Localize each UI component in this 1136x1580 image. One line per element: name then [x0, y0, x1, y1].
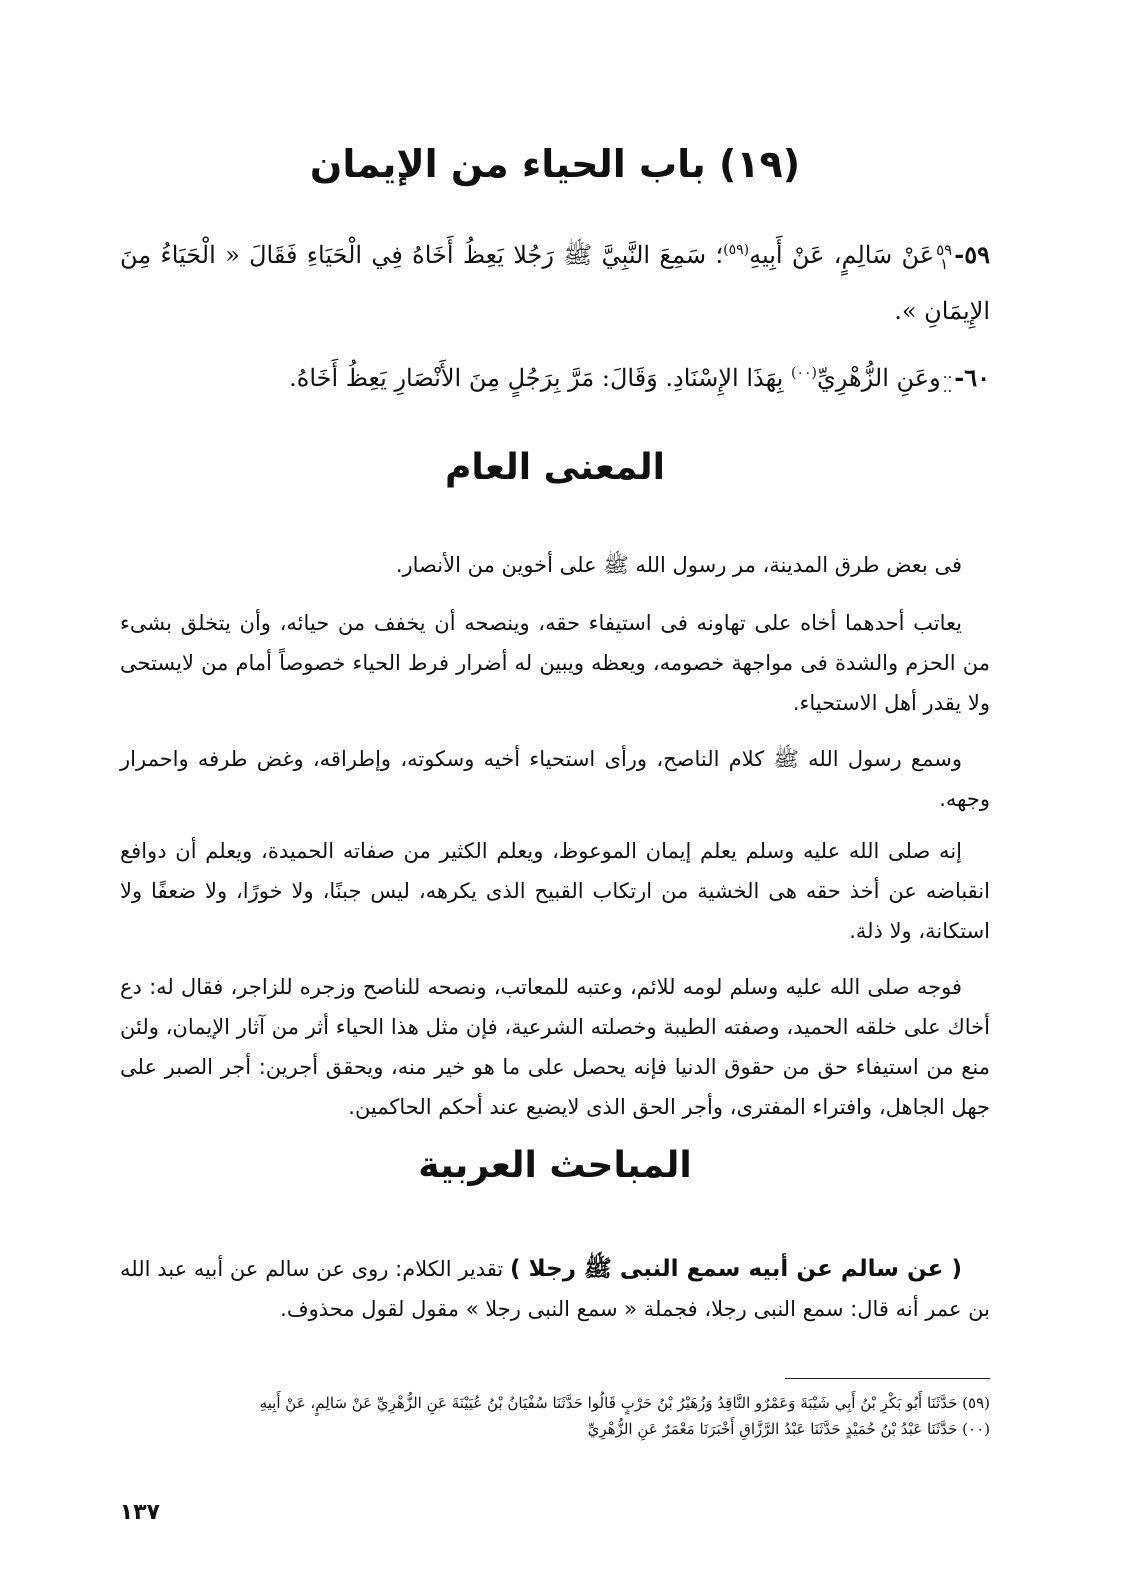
hadith-sub-number [936, 240, 953, 273]
book-page [120, 0, 990, 1580]
hadith-sub-number [942, 363, 953, 396]
arabic-paragraph [120, 1249, 990, 1329]
hadith-text-a: وعَنِ الزُّهْرِيِّ [816, 364, 941, 392]
general-paragraph: فوجه صلى الله عليه وسلم لومه للائم، وعتبه للمعاتب، ونصحه للناصح وزجره للزاجر، فقال له: دع أخاك على خلقه الحميد، وصفته الطيبة وخصلته الشرعية، فإن مثل هذا الحياء أثر من آثار الإيمان، ولئن منع من استيفاء حق من حقوق الدنيا فإنه يحصل على ما هو خير منه، ويحقق أجرين: أجر الصبر على جهل الجاهل، وافتراء المفترى، وأجر الحق الذى لايضيع عند أحكم الحاكمين. [120, 975, 990, 1119]
section-title-arabic-studies: المباحث العربية [418, 1145, 692, 1186]
sub-top: ٥٩ [936, 240, 953, 259]
hadith-number: ٦٠- [954, 363, 990, 392]
hadith-text-b: بِهَذَا الإِسْنَادِ. وَقَالَ: مَرَّ بِرَجُلٍ مِنَ الأَنْصَارِ يَعِظُ أَخَاهُ. [289, 364, 791, 392]
hadith-59 [120, 222, 990, 339]
sub-bottom: .. [942, 377, 953, 396]
footnote-ref: (٠٠) [791, 365, 817, 381]
page-number: ١٣٧ [119, 1500, 160, 1525]
hadith-60 [120, 345, 990, 406]
sub-bottom: ١ [940, 254, 949, 273]
chapter-title: (١٩) باب الحياء من الإيمان [309, 142, 801, 186]
footnote-divider [785, 1378, 990, 1379]
hadith-number: ٥٩- [954, 240, 990, 269]
hadith-text-b: ؛ سَمِعَ النَّبِيَّ ﷺ رَجُلا يَعِظُ أَخَاهُ فِي الْحَيَاءِ فَقَالَ « الْحَيَاءُ مِنَ الإِيمَانِ ». [120, 241, 990, 325]
sub-top: .. [942, 363, 953, 382]
general-paragraph: يعاتب أحدهما أخاه على تهاونه فى استيفاء حقه، وينصحه أن يخفف من حيائه، وأن يتخلق بشىء من الحزم والشدة فى مواجهة خصومه، ويعظه ويبين له أضرار فرط الحياء خصوصاً أمام من لايستحى ولا يقدر أهل الاستحياء. [120, 611, 990, 715]
general-paragraph: فى بعض طرق المدينة، مر رسول الله ﷺ على أخوين من الأنصار. [395, 553, 962, 577]
quoted-phrase: ( عن سالم عن أبيه سمع النبى ﷺ رجلا ) [510, 1256, 962, 1282]
footnote-00: (٠٠) حَدَّثَنَا عَبْدُ بْنُ حُمَيْدٍ حَدَّثَنَا عَبْدُ الرَّزَّاقِ أَخْبَرَنَا مَعْمَرٌ عَنِ الزُّهْرِيِّ [587, 1420, 990, 1438]
hadith-text-a: عَنْ سَالِمٍ، عَنْ أَبِيهِ [749, 241, 935, 269]
footnote-ref: (٥٩) [723, 242, 750, 258]
general-paragraph: إنه صلى الله عليه وسلم يعلم إيمان الموعوظ، ويعلم الكثير من صفاته الحميدة، ويعلم أن دوافع انقباضه عن أخذ حقه هى الخشية من ارتكاب القبيح الذى يكرهه، ليس جبنًا، ولا خورًا، ولا ضعفًا ولا استكانة، ولا ذلة. [120, 839, 990, 943]
explanation-text: تقدير الكلام: روى عن سالم عن أبيه عبد الله بن عمر أنه قال: سمع النبى رجلا، فجملة « سمع النبى رجلا » مقول لقول محذوف. [120, 1257, 990, 1321]
general-paragraph: وسمع رسول الله ﷺ كلام الناصح، ورأى استحياء أخيه وسكوته، وإطراقه، وغض طرفه واحمرار وجهه. [120, 747, 990, 811]
section-title-general-meaning: المعنى العام [444, 447, 666, 488]
footnote-59: (٥٩) حَدَّثَنَا أَبُو بَكْرِ بْنُ أَبِي شَيْبَةَ وَعَمْرٌو النَّاقِدُ وَزُهَيْرُ بْنُ حَرْبٍ قَالُوا حَدَّثَنَا سُفْيَانُ بْنُ عُيَيْنَةَ عَنِ الزُّهْرِيِّ عَنْ سَالِمٍ، عَنْ أَبِيهِ [259, 1394, 990, 1412]
